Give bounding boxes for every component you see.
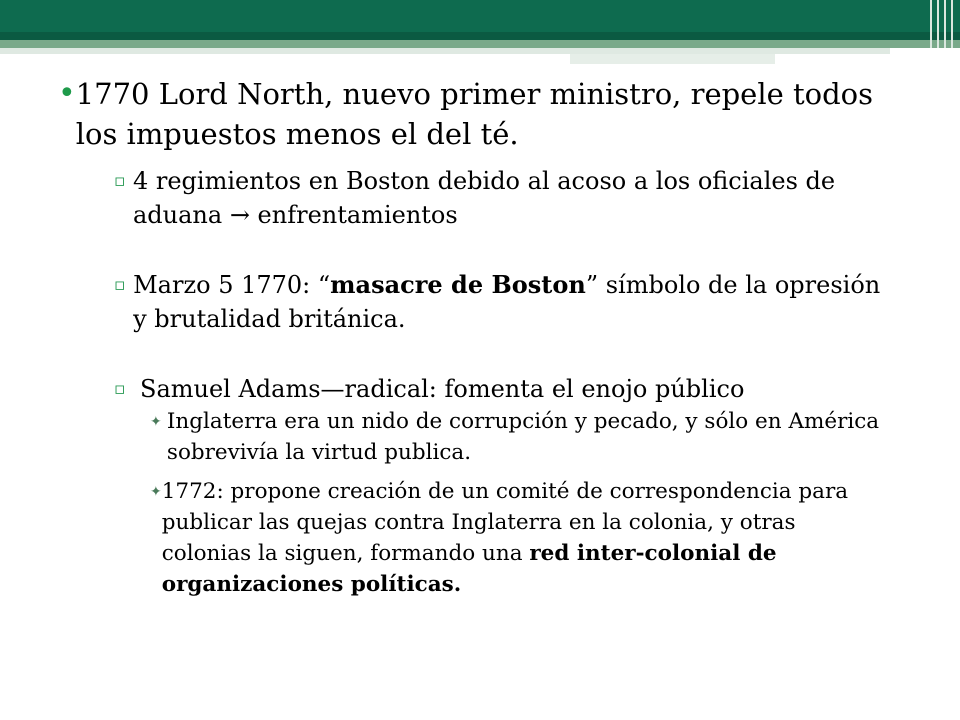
main-bullet-text: 1770 Lord North, nuevo primer ministro, repele todos los impuestos menos el del té. — [75, 77, 874, 151]
sub-sub-bullet-text: 1772: propone creación de un comité de correspondencia para publicar las quejas contra Inglaterra en la colonia, y otras colonias la siguen, formando una — [161, 479, 849, 566]
square-bullet-icon: ▫ — [114, 171, 126, 191]
slide-body — [58, 74, 888, 600]
sub-sub-bullet-corruption — [150, 406, 888, 468]
sub-bullet-adams — [114, 372, 888, 406]
square-bullet-icon: ▫ — [114, 275, 126, 295]
sub-bullet-text: Marzo 5 1770: “ — [133, 271, 331, 299]
decorative-line — [930, 0, 932, 48]
emphasis-text: red inter-colonial de organizaciones políticas. — [161, 541, 777, 597]
square-bullet-icon: ▫ — [114, 379, 126, 399]
star-bullet-icon: ✦ — [150, 414, 162, 430]
sub-bullet-text: Samuel Adams—radical: fomenta el enojo público — [140, 375, 745, 403]
sub-bullet-regiments — [114, 164, 888, 232]
sub-sub-bullet-text: Inglaterra era un nido de corrupción y pecado, y sólo en América sobrevivía la virtud publica. — [166, 409, 880, 465]
sub-bullet-massacre — [114, 268, 888, 336]
sub-sub-bullet-committee — [150, 476, 888, 600]
main-bullet — [58, 74, 888, 154]
bullet-icon: • — [58, 76, 76, 111]
arrow-right-icon: → — [229, 201, 250, 229]
header-stripe — [0, 40, 960, 48]
sub-bullet-text-end: ” símbolo de la opresión y brutalidad británica. — [133, 271, 881, 333]
header-stripe-accent — [570, 54, 775, 64]
sub-bullet-text-end: enfrentamientos — [249, 201, 458, 229]
star-bullet-icon: ✦ — [150, 484, 162, 500]
emphasis-text: masacre de Boston — [330, 270, 586, 299]
decorative-line — [951, 0, 953, 48]
decorative-line — [944, 0, 946, 48]
decorative-line — [937, 0, 939, 48]
header-banner-shade — [0, 32, 960, 40]
sub-bullet-text: 4 regimientos en Boston debido al acoso a los oficiales de aduana — [132, 167, 836, 229]
